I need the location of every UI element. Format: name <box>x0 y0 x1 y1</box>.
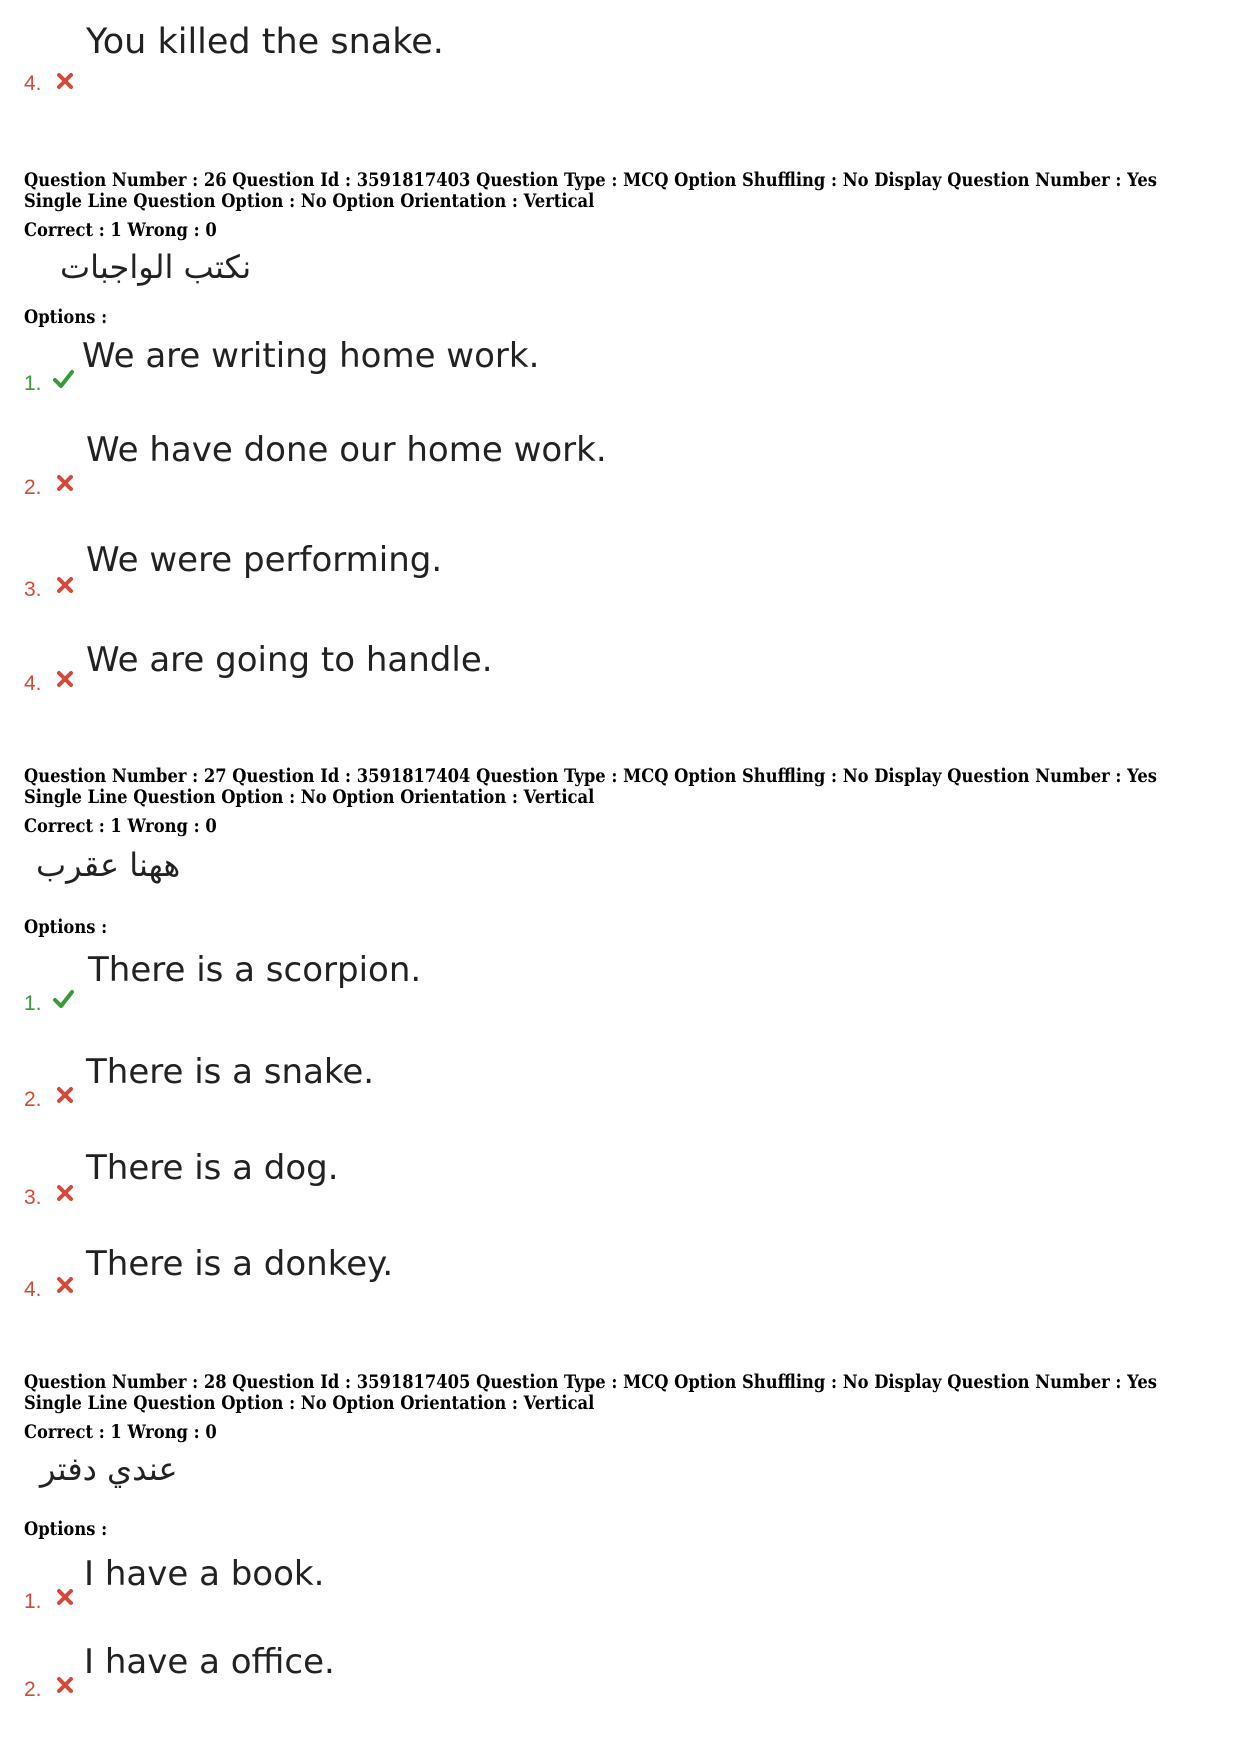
option-text: There is a dog. <box>86 1148 339 1188</box>
option-number: 3. <box>24 578 42 601</box>
option-text: We are writing home work. <box>82 336 540 376</box>
option-number: 1. <box>24 992 42 1015</box>
question-text: نكتب الواجبات <box>60 248 252 286</box>
option-number: 1. <box>24 1590 42 1613</box>
question-meta-line2: Single Line Question Option : No Option Orientation : Vertical <box>24 786 595 808</box>
cross-icon <box>54 70 76 92</box>
cross-icon <box>54 1674 76 1696</box>
options-label: Options : <box>24 916 108 938</box>
options-label: Options : <box>24 306 108 328</box>
option-number: 2. <box>24 1678 42 1701</box>
option-number: 1. <box>24 372 42 395</box>
cross-icon <box>54 668 76 690</box>
option-number: 2. <box>24 476 42 499</box>
cross-icon <box>54 1586 76 1608</box>
cross-icon <box>54 574 76 596</box>
question-text: ههنا عقرب <box>36 846 181 884</box>
option-text: We have done our home work. <box>86 430 607 470</box>
option-number: 2. <box>24 1088 42 1111</box>
option-number: 4. <box>24 672 42 695</box>
check-icon <box>52 988 74 1010</box>
option-text: There is a snake. <box>86 1052 375 1092</box>
option-text: You killed the snake. <box>86 22 444 62</box>
option-text: I have a book. <box>84 1554 325 1594</box>
question-meta-line1: Question Number : 26 Question Id : 3591817403 Question Type : MCQ Option Shuffling : No Display Question Number : Yes <box>24 169 1157 191</box>
question-meta-line2: Single Line Question Option : No Option Orientation : Vertical <box>24 190 595 212</box>
option-text: There is a scorpion. <box>88 950 422 990</box>
option-text: There is a donkey. <box>86 1244 394 1284</box>
option-text: I have a office. <box>84 1642 335 1682</box>
question-text: عندي دفتر <box>40 1450 178 1488</box>
option-number: 4. <box>24 1278 42 1301</box>
options-label: Options : <box>24 1518 108 1540</box>
option-number: 3. <box>24 1186 42 1209</box>
question-marks: Correct : 1 Wrong : 0 <box>24 219 217 241</box>
question-meta-line1: Question Number : 27 Question Id : 3591817404 Question Type : MCQ Option Shuffling : No Display Question Number : Yes <box>24 765 1157 787</box>
question-meta-line1: Question Number : 28 Question Id : 3591817405 Question Type : MCQ Option Shuffling : No Display Question Number : Yes <box>24 1371 1157 1393</box>
cross-icon <box>54 1182 76 1204</box>
question-meta-line2: Single Line Question Option : No Option Orientation : Vertical <box>24 1392 595 1414</box>
option-number: 4. <box>24 72 42 95</box>
cross-icon <box>54 1084 76 1106</box>
cross-icon <box>54 1274 76 1296</box>
question-marks: Correct : 1 Wrong : 0 <box>24 815 217 837</box>
question-marks: Correct : 1 Wrong : 0 <box>24 1421 217 1443</box>
check-icon <box>52 368 74 390</box>
option-text: We are going to handle. <box>86 640 493 680</box>
cross-icon <box>54 472 76 494</box>
option-text: We were performing. <box>86 540 443 580</box>
